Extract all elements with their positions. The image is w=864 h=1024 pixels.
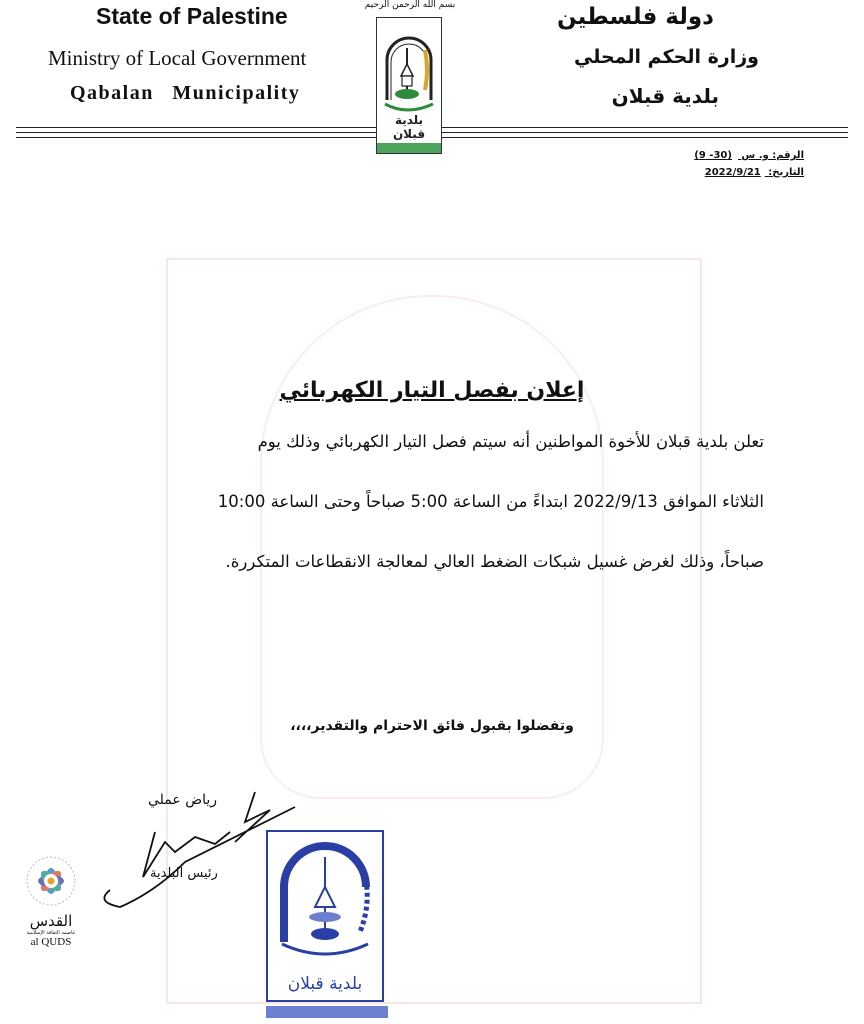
announcement-line-2: الثلاثاء الموافق 2022/9/13 ابتداءً من الساعة 5:00 صباحاً وحتى الساعة 10:00	[217, 492, 764, 511]
stamp-band	[266, 1006, 388, 1018]
letterhead-municipality-ar: بلدية قبلان	[611, 84, 719, 108]
signatory-title: رئيس البلدية	[150, 866, 218, 881]
reference-date-label: التاريخ:	[768, 167, 804, 178]
official-stamp	[266, 830, 384, 1002]
stamp-name: بلدية قبلان	[287, 974, 363, 994]
al-quds-subtitle: عاصمة الثقافة الإسلامية	[26, 930, 76, 936]
letterhead-state-en: State of Palestine	[96, 3, 288, 29]
reference-number-value: (30- 9)	[694, 150, 732, 161]
signatory-name: رياض عملي	[148, 792, 218, 808]
reference-number-label: الرقم: و. س	[741, 150, 804, 161]
reference-date-value: 2022/9/21	[704, 167, 761, 178]
reference-date	[705, 167, 804, 178]
al-quds-logo	[14, 855, 88, 948]
letterhead-ministry-en: Ministry of Local Government	[48, 46, 307, 70]
logo-name: بلدية قبلان	[392, 113, 426, 141]
logo-band	[377, 143, 441, 153]
announcement-line-1: تعلن بلدية قبلان للأخوة المواطنين أنه سيتم فصل التيار الكهربائي وذلك يوم	[257, 432, 764, 451]
municipality-logo	[376, 17, 442, 154]
letterhead-ministry-ar: وزارة الحكم المحلي	[574, 46, 759, 68]
stamp-emblem-icon	[268, 832, 382, 962]
al-quds-flower-icon	[21, 855, 81, 907]
reference-number	[694, 150, 804, 161]
letterhead-state-ar: دولة فلسطين	[556, 4, 714, 30]
announcement-heading: إعلان بفصل التيار الكهربائي	[279, 378, 585, 403]
announcement-line-3: صباحاً، وذلك لغرض غسيل شبكات الضغط العالي لمعالجة الانقطاعات المتكررة.	[225, 552, 764, 571]
al-quds-arabic: القدس	[29, 912, 73, 930]
basmala-text: بسم الله الرحمن الرحيم	[364, 0, 456, 10]
logo-emblem-icon	[377, 20, 441, 120]
closing-text: وتفضلوا بقبول فائق الاحترام والتقدير،،،،	[290, 718, 574, 734]
letterhead-municipality-en: Qabalan Municipality	[70, 82, 301, 104]
al-quds-english: al QUDS	[30, 936, 72, 948]
